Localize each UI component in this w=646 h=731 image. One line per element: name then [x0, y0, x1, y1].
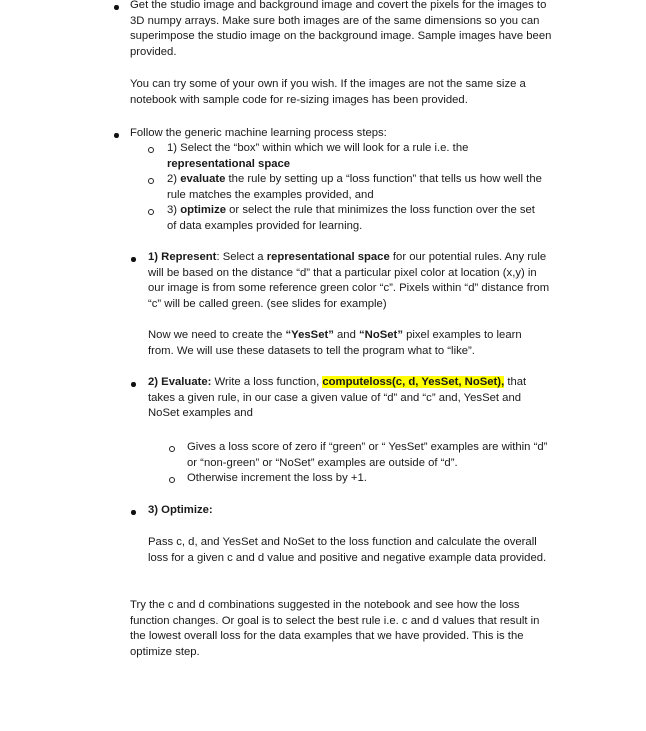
- represent-label: 1) Represent: [148, 251, 217, 263]
- represent-text: : Select a: [216, 251, 267, 263]
- represent-paragraph: [148, 250, 550, 312]
- intro-paragraph-2: You can try some of your own if you wish. If the images are not the same size a notebook with sample code for re-sizing images has been provided.: [130, 78, 526, 106]
- circle-bullet-icon: [148, 147, 154, 153]
- evaluate-paragraph: [148, 375, 543, 422]
- evaluate-sub-1: Gives a loss score of zero if “green” or “ YesSet” examples are within “d” or “non-green” or “NoSet” examples are outside of “d”.: [187, 441, 548, 469]
- bullet-icon: [131, 257, 136, 262]
- circle-bullet-icon: [169, 477, 175, 483]
- step-1-bold: representational space: [167, 157, 291, 170]
- datasets-text: Now we need to create the: [148, 329, 286, 341]
- step-2-number: 2): [167, 173, 181, 185]
- datasets-paragraph: [148, 328, 543, 359]
- process-heading: Follow the generic machine learning process steps:: [130, 127, 387, 139]
- process-step-3: [167, 203, 542, 234]
- bullet-icon: [131, 510, 136, 515]
- represent-bold: representational space: [266, 251, 390, 263]
- step-3-text: or select the rule that minimizes the loss function over the set of data examples provided for learning.: [167, 204, 535, 232]
- process-step-2: [167, 172, 549, 203]
- circle-bullet-icon: [169, 446, 175, 452]
- step-2-bold: evaluate: [180, 173, 226, 185]
- optimize-label: 3) Optimize:: [148, 504, 213, 516]
- evaluate-sub-2: Otherwise increment the loss by +1.: [187, 472, 367, 484]
- step-1-text: 1) Select the “box” within which we will look for a rule i.e. the: [167, 142, 469, 154]
- represent-text-2: for our potential rules. Any rule will be based on the distance “d” that a particular pixel color at location (x,y) in our image is from some reference green color “c”. Pixels within “d” distance from “c” will be called green. (see slides for example): [148, 251, 550, 310]
- step-3-bold: optimize: [180, 204, 227, 216]
- process-step-1: [167, 141, 542, 172]
- circle-bullet-icon: [148, 209, 154, 215]
- circle-bullet-icon: [148, 178, 154, 184]
- datasets-text-2: and: [333, 329, 360, 341]
- evaluate-text-2: that takes a given rule, in our case a given value of “d” and “c” and, YesSet and NoSet examples and: [148, 376, 527, 419]
- bullet-icon: [131, 382, 136, 387]
- intro-paragraph: Get the studio image and background image and covert the pixels for the images to 3D numpy arrays. Make sure both images are of the same dimensions so you can superimpose the studio image on the background image. Sample images have been provided.: [130, 0, 552, 58]
- yesset-label: “YesSet”: [285, 329, 334, 341]
- bullet-icon: [114, 5, 119, 10]
- step-2-text: the rule by setting up a “loss function” that tells us how well the rule matches the examples provided, and: [167, 173, 542, 201]
- noset-label: “NoSet”: [359, 329, 403, 341]
- bullet-icon: [114, 133, 119, 138]
- optimize-heading: [148, 503, 543, 519]
- step-3-number: 3): [167, 204, 181, 216]
- evaluate-text: Write a loss function,: [211, 376, 323, 388]
- computeloss-highlight: computeloss(c, d, YesSet, NoSet),: [322, 376, 505, 388]
- evaluate-label: 2) Evaluate:: [148, 376, 212, 388]
- datasets-text-3: pixel examples to learn from. We will use these datasets to tell the program what to “like”.: [148, 329, 522, 357]
- optimize-paragraph: Pass c, d, and YesSet and NoSet to the loss function and calculate the overall loss for a given c and d value and positive and negative example data provided.: [148, 536, 547, 564]
- closing-paragraph: Try the c and d combinations suggested in the notebook and see how the loss function changes. Or goal is to select the best rule i.e. c and d values that result in the lowest overall loss for the data examples that we have provided. This is the optimize step.: [130, 599, 540, 658]
